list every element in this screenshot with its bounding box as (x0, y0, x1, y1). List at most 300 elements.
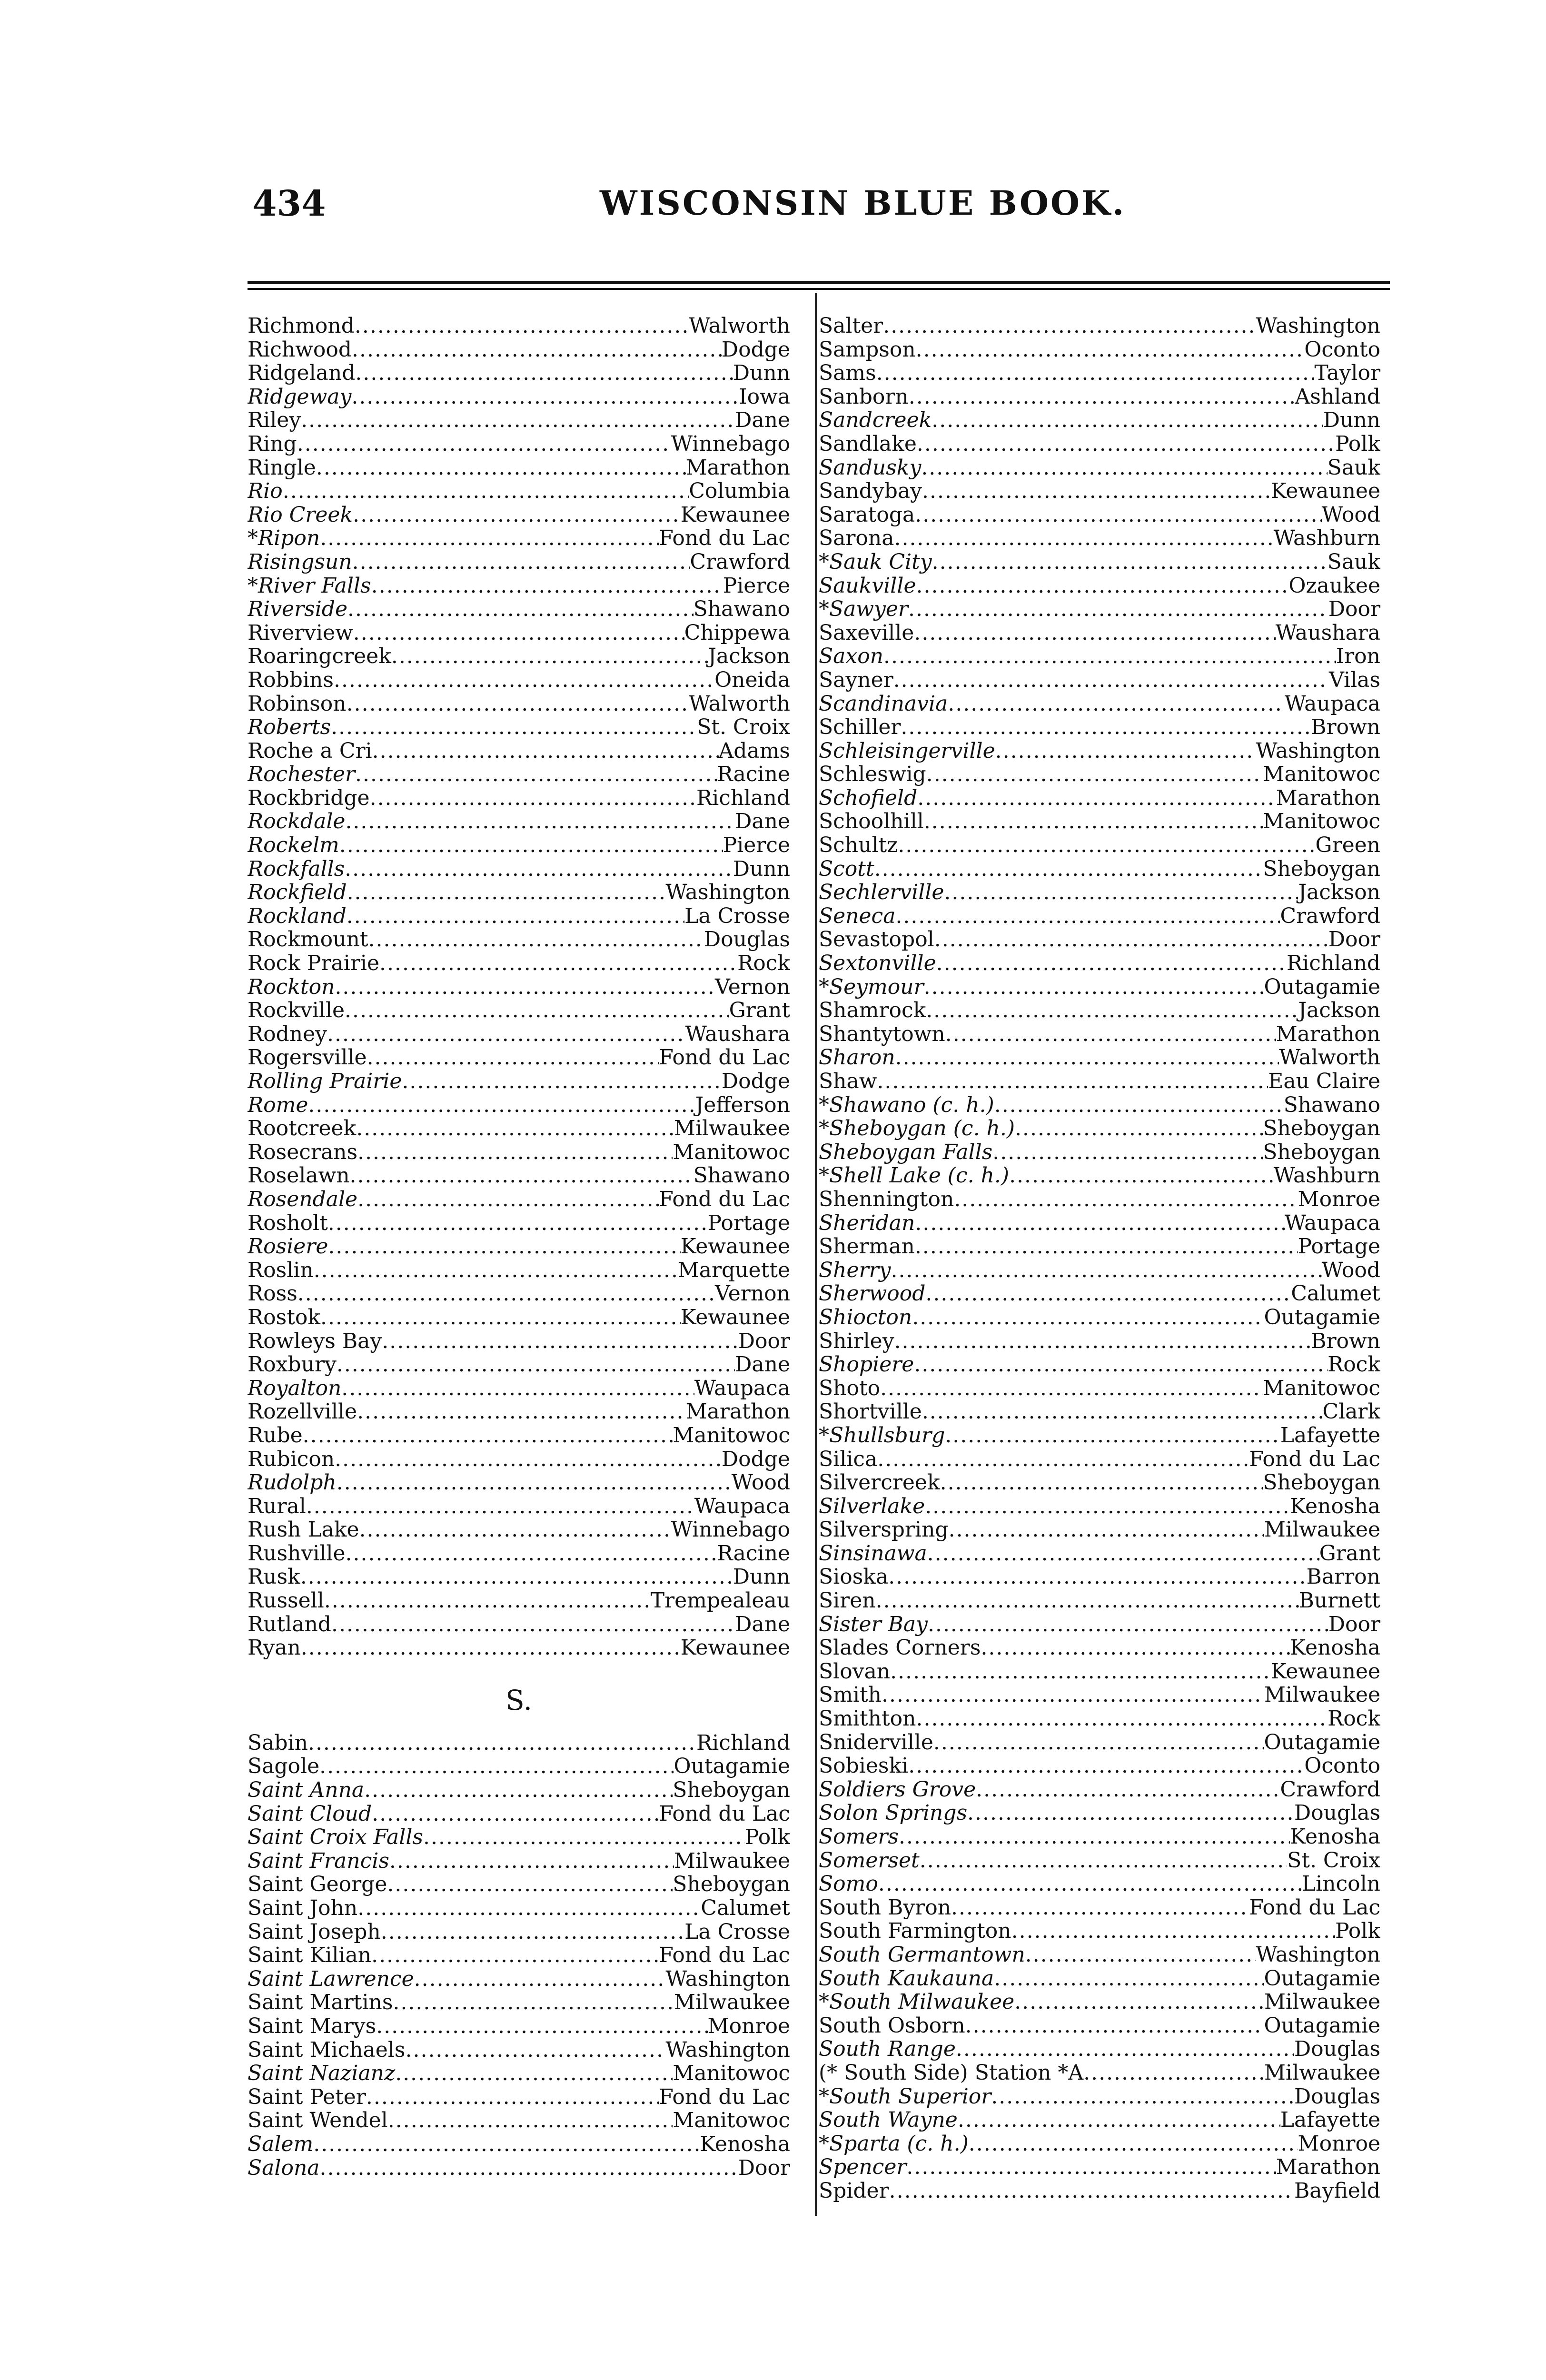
county-name: Richland (696, 786, 790, 810)
dot-leader (1011, 1919, 1335, 1943)
county-name: Sheboygan (673, 1778, 790, 1802)
directory-entry (248, 1636, 790, 1660)
directory-entry (819, 1353, 1380, 1377)
county-name: Dane (735, 1353, 790, 1377)
directory-entry (819, 2061, 1380, 2085)
dot-leader (405, 2038, 665, 2062)
place-name: (* South Side) Station *A (819, 2061, 1084, 2085)
county-name: Wood (1321, 503, 1380, 527)
county-name: Sheboygan (1263, 1117, 1380, 1140)
directory-entry (819, 1282, 1380, 1306)
dot-leader (914, 621, 1275, 645)
dot-leader (916, 1707, 1328, 1731)
place-name: *Shullsburg (819, 1423, 945, 1448)
directory-entry (819, 1778, 1380, 1802)
dot-leader (926, 763, 1263, 786)
directory-entry (819, 1495, 1380, 1518)
place-name: Rockville (248, 999, 345, 1022)
dot-leader (370, 786, 696, 810)
directory-entry (819, 550, 1380, 574)
dot-leader (1083, 2061, 1264, 2085)
county-name: Washington (1256, 739, 1380, 763)
place-name: Rockmount (248, 928, 368, 952)
directory-entry (248, 385, 790, 409)
directory-entry (819, 715, 1380, 739)
directory-entry (819, 999, 1380, 1022)
dot-leader (878, 1872, 1302, 1896)
dot-leader (327, 1022, 685, 1046)
directory-entry (819, 2155, 1380, 2179)
county-name: Jackson (1298, 999, 1380, 1022)
county-name: Dane (735, 1612, 790, 1636)
place-name: Sheridan (819, 1211, 915, 1235)
dot-leader (335, 975, 715, 999)
directory-entry (248, 1211, 790, 1235)
county-name: Vernon (715, 1282, 790, 1306)
place-name: Ring (248, 432, 297, 456)
place-name: *Sauk City (819, 550, 932, 574)
directory-entry (248, 526, 790, 550)
directory-entry (248, 1424, 790, 1448)
directory-entry (248, 621, 790, 645)
directory-entry (248, 1377, 790, 1400)
running-title: WISCONSIN BLUE BOOK. (600, 183, 1126, 223)
directory-entry (819, 1896, 1380, 1920)
directory-entry (819, 2132, 1380, 2156)
directory-entry (248, 2156, 790, 2180)
county-name: Outagamie (674, 1755, 790, 1779)
county-name: Washington (665, 2038, 790, 2062)
directory-entry (819, 1400, 1380, 1424)
directory-entry (248, 952, 790, 975)
directory-entry (819, 904, 1380, 928)
place-name: Rosholt (248, 1211, 328, 1235)
directory-entry (819, 526, 1380, 550)
directory-entry (248, 881, 790, 904)
dot-leader (316, 456, 686, 480)
place-name: Sayner (819, 668, 893, 692)
place-name: Rush Lake (248, 1518, 359, 1542)
place-name: Shopiere (819, 1353, 914, 1377)
county-name: Sauk (1327, 456, 1380, 480)
directory-entry (819, 2037, 1380, 2061)
county-name: Douglas (1294, 2084, 1380, 2109)
directory-entry (248, 1873, 790, 1896)
dot-leader (928, 1613, 1328, 1636)
dot-leader (320, 2156, 738, 2180)
county-name: Richland (696, 1731, 790, 1755)
dot-leader (908, 597, 1328, 621)
directory-entry (248, 975, 790, 999)
county-name: Dunn (733, 1565, 790, 1589)
place-name: Saint Cloud (248, 1802, 372, 1826)
county-name: Adams (718, 739, 790, 763)
dot-leader (308, 1731, 696, 1755)
dot-leader (345, 810, 735, 833)
dot-leader (995, 739, 1256, 763)
dot-leader (352, 550, 690, 574)
directory-entry (248, 1518, 790, 1542)
dot-leader (944, 881, 1298, 904)
dot-leader (319, 1755, 674, 1778)
place-name: Rochester (248, 763, 355, 786)
directory-entry (819, 1707, 1380, 1731)
directory-entry (248, 1188, 790, 1211)
place-name: Rozellville (248, 1400, 357, 1424)
county-name: Winnebago (671, 1518, 790, 1542)
dot-leader (883, 645, 1336, 668)
place-name: *Ripon (248, 526, 320, 550)
county-name: Milwaukee (1264, 1990, 1380, 2014)
dot-leader (414, 1967, 666, 1991)
place-name: Rome (248, 1093, 308, 1117)
directory-entry (819, 645, 1380, 668)
county-name: Manitowoc (1263, 1376, 1380, 1400)
directory-entry (819, 574, 1380, 598)
county-name: Ashland (1295, 385, 1380, 409)
directory-entry (248, 574, 790, 598)
directory-entry (248, 739, 790, 763)
dot-leader (357, 1140, 673, 1164)
place-name: *Sheboygan (c. h.) (819, 1117, 1015, 1140)
place-name: Sherry (819, 1258, 891, 1282)
dot-leader (924, 975, 1264, 999)
dot-leader (341, 1377, 694, 1400)
county-name: Fond du Lac (659, 1802, 790, 1826)
dot-leader (308, 1093, 695, 1117)
header-rule-top (248, 281, 1390, 284)
county-name: Sheboygan (673, 1873, 790, 1896)
place-name: Sandcreek (819, 408, 932, 432)
county-name: Marquette (677, 1258, 790, 1282)
dot-leader (916, 338, 1305, 362)
county-name: Door (1328, 928, 1380, 952)
county-name: Dane (735, 408, 790, 432)
dot-leader (915, 1235, 1298, 1259)
county-name: Manitowoc (1263, 810, 1380, 834)
directory-entry (248, 1589, 790, 1613)
directory-entry (819, 2085, 1380, 2109)
county-name: Wood (731, 1471, 790, 1495)
place-name: Scott (819, 857, 874, 881)
directory-entry (248, 692, 790, 716)
county-name: Dodge (721, 1447, 790, 1471)
county-name: Marathon (685, 1400, 790, 1424)
directory-entry (819, 385, 1380, 409)
dot-leader (1009, 1164, 1274, 1188)
dot-leader (297, 432, 671, 456)
directory-entry (248, 1967, 790, 1991)
directory-entry (819, 432, 1380, 456)
directory-entry (819, 1235, 1380, 1259)
county-name: Kenosha (1290, 1494, 1380, 1518)
section-heading-s: S. (505, 1684, 533, 1716)
county-name: Bayfield (1294, 2179, 1380, 2203)
dot-leader (313, 2132, 700, 2156)
directory-entry (248, 1093, 790, 1117)
dot-leader (895, 904, 1280, 928)
directory-entry (248, 1070, 790, 1093)
county-name: Outagamie (1264, 1966, 1380, 1991)
place-name: *River Falls (248, 574, 371, 598)
place-name: Sinsinawa (819, 1541, 927, 1566)
directory-entry (248, 361, 790, 385)
directory-entry (248, 2062, 790, 2085)
dot-leader (893, 668, 1329, 692)
county-name: Kewaunee (680, 1636, 790, 1660)
left-column (248, 314, 790, 2180)
place-name: Ridgeway (248, 385, 352, 409)
place-name: Rockfield (248, 881, 347, 904)
directory-entry (248, 2109, 790, 2132)
county-name: Waupaca (694, 1494, 790, 1518)
place-name: Saint Wendel (248, 2109, 388, 2132)
directory-entry (248, 1778, 790, 1802)
directory-entry (248, 786, 790, 810)
directory-entry (248, 715, 790, 739)
place-name: Slovan (819, 1659, 891, 1684)
directory-entry (248, 928, 790, 952)
place-name: Russell (248, 1589, 324, 1613)
place-name: Rockfalls (248, 857, 345, 881)
dot-leader (306, 1495, 694, 1518)
place-name: Saint Croix Falls (248, 1825, 424, 1849)
directory-entry (248, 503, 790, 527)
place-name: Schoolhill (819, 810, 924, 834)
right-column (819, 314, 1380, 2203)
place-name: Spider (819, 2179, 889, 2203)
county-name: Marathon (1276, 1022, 1380, 1046)
county-name: Sheboygan (1263, 1140, 1380, 1164)
county-name: Marathon (1276, 2155, 1380, 2179)
place-name: Somerset (819, 1848, 920, 1873)
dot-leader (347, 881, 666, 904)
directory-entry (248, 1117, 790, 1140)
dot-leader (877, 1070, 1268, 1093)
county-name: Dunn (1323, 408, 1380, 432)
county-name: Shawano (1283, 1093, 1380, 1117)
dot-leader (922, 1400, 1323, 1424)
place-name: Silverspring (819, 1518, 949, 1542)
directory-entry (248, 1282, 790, 1306)
county-name: Walworth (1279, 1046, 1380, 1070)
dot-leader (914, 1353, 1328, 1377)
place-name: Saint Michaels (248, 2038, 406, 2062)
dot-leader (297, 1282, 715, 1306)
directory-entry (248, 479, 790, 503)
county-name: Racine (717, 763, 790, 786)
county-name: Dunn (733, 361, 790, 385)
directory-entry (819, 1471, 1380, 1495)
county-name: Dodge (721, 1070, 790, 1093)
place-name: *Shell Lake (c. h.) (819, 1164, 1010, 1188)
directory-entry (248, 338, 790, 362)
county-name: Racine (717, 1541, 790, 1566)
dot-leader (917, 432, 1335, 456)
dot-leader (877, 1448, 1249, 1471)
directory-entry (248, 2014, 790, 2038)
place-name: Ringle (248, 456, 316, 480)
directory-entry (248, 408, 790, 432)
directory-entry (819, 1754, 1380, 1778)
directory-entry (248, 1046, 790, 1070)
county-name: Kewaunee (1270, 1659, 1380, 1684)
dot-leader (888, 1565, 1306, 1589)
dot-leader (402, 1070, 721, 1093)
directory-entry (819, 1542, 1380, 1566)
dot-leader (331, 1613, 735, 1636)
directory-entry (819, 1093, 1380, 1117)
county-name: Trempealeau (650, 1589, 790, 1613)
county-name: Waupaca (1284, 1211, 1380, 1235)
place-name: Silverlake (819, 1494, 925, 1518)
county-name: Sauk (1327, 550, 1380, 574)
directory-entry (248, 314, 790, 338)
dot-leader (372, 1802, 659, 1826)
county-name: La Crosse (684, 1920, 790, 1944)
place-name: Schleswig (819, 763, 926, 786)
place-name: Saint Anna (248, 1778, 365, 1802)
dot-leader (891, 1259, 1321, 1282)
place-name: Roxbury (248, 1353, 337, 1377)
county-name: Washington (665, 1967, 790, 1991)
directory-entry (248, 1991, 790, 2014)
county-name: Walworth (689, 314, 790, 338)
place-name: Shantytown (819, 1022, 945, 1046)
place-name: Roslin (248, 1258, 314, 1282)
directory-entry (248, 1448, 790, 1471)
directory-entry (819, 1022, 1380, 1046)
directory-entry (248, 2038, 790, 2062)
county-name: Washington (1256, 314, 1380, 338)
directory-entry (819, 1211, 1380, 1235)
county-name: Outagamie (1264, 1730, 1380, 1755)
place-name: Risingsun (248, 550, 352, 574)
county-name: Shawano (693, 597, 790, 621)
place-name: Sandusky (819, 456, 922, 480)
place-name: Sharon (819, 1046, 895, 1070)
place-name: Rubicon (248, 1447, 335, 1471)
county-name: Washburn (1273, 526, 1380, 550)
directory-entry (819, 1140, 1380, 1164)
dot-leader (353, 503, 680, 527)
county-name: Dane (735, 810, 790, 834)
county-name: Brown (1311, 1329, 1380, 1353)
county-name: Jefferson (695, 1093, 790, 1117)
place-name: Sanborn (819, 385, 909, 409)
directory-entry (248, 810, 790, 833)
place-name: Shaw (819, 1070, 877, 1093)
dot-leader (912, 1306, 1264, 1329)
county-name: Eau Claire (1268, 1070, 1380, 1093)
place-name: Roberts (248, 715, 331, 739)
county-name: Fond du Lac (659, 1944, 790, 1967)
dot-leader (901, 715, 1311, 739)
county-name: Door (1328, 597, 1380, 621)
directory-entry (819, 503, 1380, 527)
place-name: Sams (819, 361, 876, 385)
directory-entry (248, 1731, 790, 1755)
dot-leader (969, 2132, 1298, 2156)
directory-entry (819, 361, 1380, 385)
directory-entry (248, 2085, 790, 2109)
directory-entry (819, 1660, 1380, 1684)
county-name: Chippewa (684, 621, 790, 645)
dot-leader (300, 1565, 733, 1589)
dot-leader (355, 314, 689, 338)
county-name: Iowa (739, 385, 790, 409)
dot-leader (932, 408, 1323, 432)
dot-leader (364, 1778, 673, 1802)
directory-entry (819, 739, 1380, 763)
county-name: Monroe (1298, 1187, 1380, 1211)
county-name: Oneida (714, 668, 790, 692)
place-name: Shiocton (819, 1305, 912, 1329)
place-name: Ross (248, 1282, 297, 1306)
county-name: Douglas (1294, 1801, 1380, 1825)
place-name: Saxon (819, 645, 884, 668)
directory-entry (819, 857, 1380, 881)
dot-leader (940, 1471, 1263, 1495)
directory-entry (819, 1306, 1380, 1329)
county-name: Kenosha (700, 2132, 790, 2156)
dot-leader (908, 1754, 1304, 1778)
dot-leader (994, 1093, 1284, 1117)
county-name: Kenosha (1290, 1636, 1380, 1660)
directory-entry (819, 1329, 1380, 1353)
county-name: Kewaunee (1270, 479, 1380, 503)
place-name: Rockbridge (248, 786, 370, 810)
dot-leader (976, 1778, 1280, 1802)
dot-leader (352, 338, 722, 362)
place-name: Saint John (248, 1896, 358, 1920)
place-name: Shortville (819, 1400, 922, 1424)
dot-leader (368, 928, 704, 952)
place-name: Sioska (819, 1565, 889, 1589)
dot-leader (924, 810, 1263, 833)
dot-leader (376, 2014, 707, 2038)
directory-entry (819, 1448, 1380, 1471)
dot-leader (951, 1896, 1249, 1920)
place-name: Silica (819, 1447, 878, 1471)
dot-leader (301, 408, 735, 432)
dot-leader (894, 1329, 1311, 1353)
county-name: Kewaunee (680, 1305, 790, 1329)
directory-entry (248, 1329, 790, 1353)
county-name: Winnebago (671, 432, 790, 456)
directory-entry (248, 645, 790, 668)
county-name: Pierce (723, 833, 790, 857)
county-name: Polk (744, 1825, 790, 1849)
directory-entry (819, 1849, 1380, 1873)
county-name: Fond du Lac (1249, 1447, 1380, 1471)
dot-leader (331, 715, 697, 739)
place-name: South Germantown (819, 1943, 1025, 1967)
county-name: Shawano (693, 1164, 790, 1188)
county-name: Jackson (708, 645, 790, 668)
dot-leader (922, 479, 1271, 503)
place-name: Sheboygan Falls (819, 1140, 993, 1164)
place-name: Rostok (248, 1305, 321, 1329)
directory-entry (819, 1825, 1380, 1849)
dot-leader (1025, 1943, 1256, 1967)
county-name: Douglas (704, 928, 790, 952)
county-name: Manitowoc (673, 1423, 790, 1448)
county-name: Pierce (723, 574, 790, 598)
county-name: Wood (1321, 1258, 1380, 1282)
place-name: Shoto (819, 1376, 881, 1400)
place-name: Saratoga (819, 503, 915, 527)
